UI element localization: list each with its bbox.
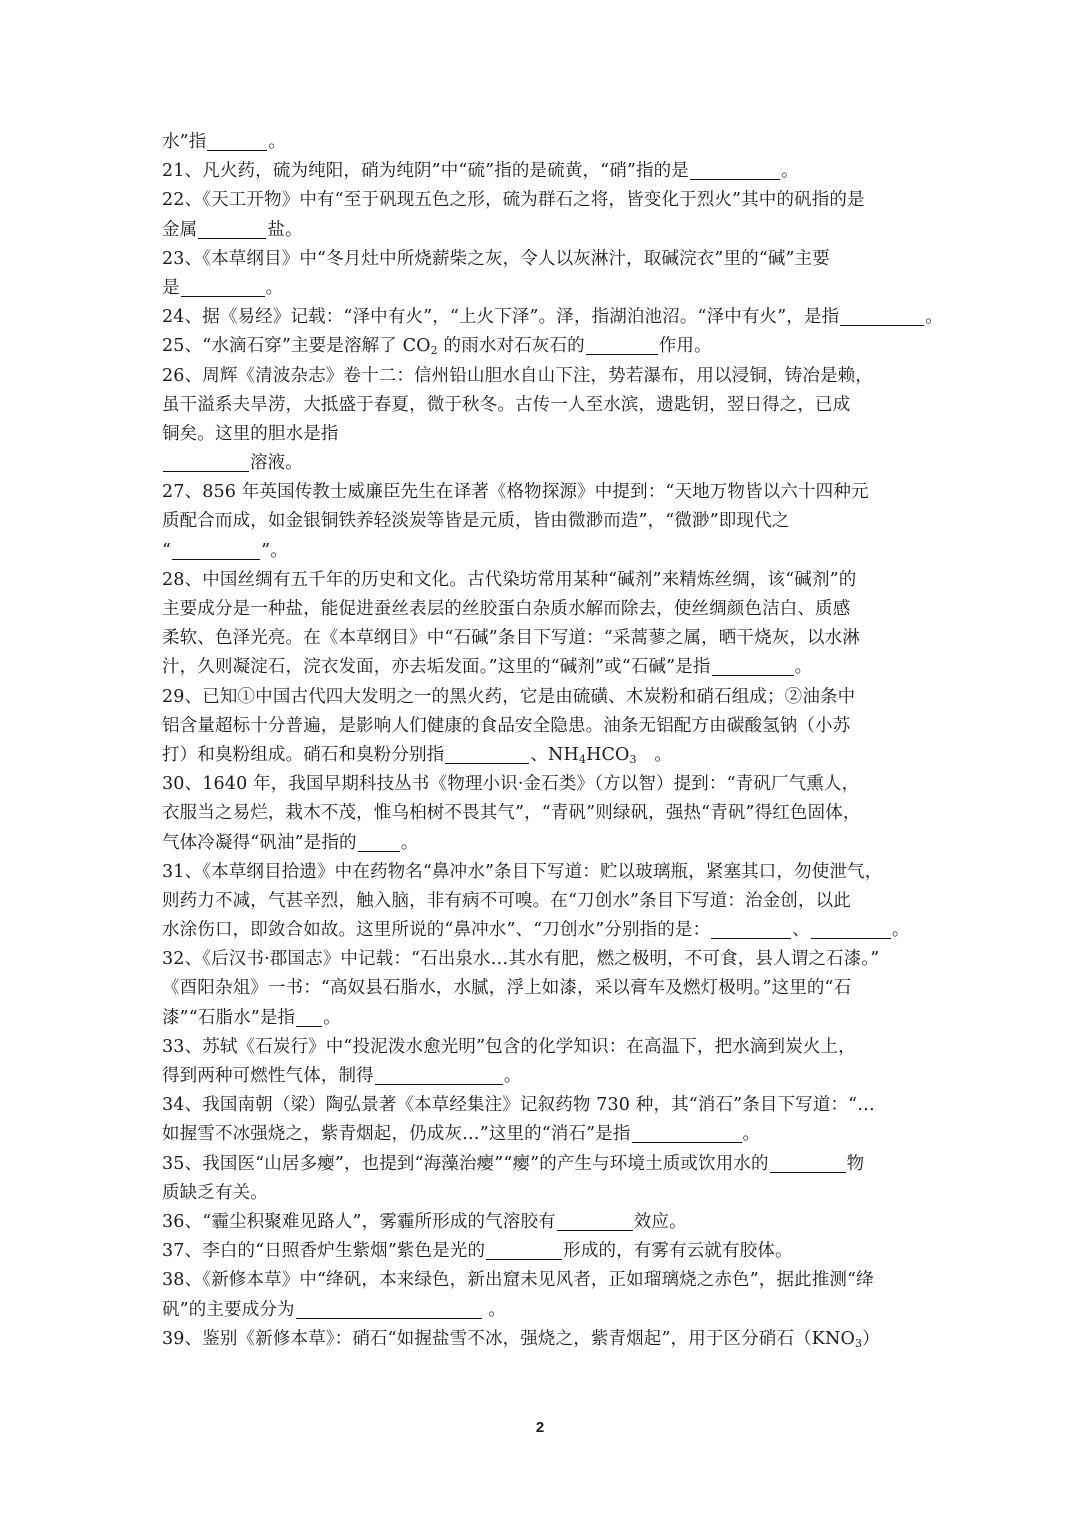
answer-blank <box>840 307 924 326</box>
text-segment: 形成的，有雾有云就有胶体。 <box>563 1241 793 1262</box>
text-line <box>162 974 914 1003</box>
subscript: 3 <box>629 752 637 766</box>
text-line <box>162 1033 914 1062</box>
answer-blank <box>770 1154 846 1173</box>
answer-blank <box>712 657 794 676</box>
text-line <box>162 1150 914 1179</box>
text-line <box>162 945 914 974</box>
text-segment: 。 <box>636 744 673 765</box>
subscript: 3 <box>854 1336 863 1350</box>
text-segment: 、NH <box>530 744 579 765</box>
text-segment: 漆”“石脂水”是指 <box>162 1007 296 1028</box>
answer-blank <box>296 1300 482 1319</box>
text-segment: 30、1640 年，我国早期科技丛书《物理小识·金石类》（方以智）提到：“青矾厂气熏人， <box>162 774 860 795</box>
text-segment: 38、《新修本草》中“绛矾，本来绿色，新出窟未见风者，正如瑠璃烧之赤色”，据此推测“绛 <box>162 1270 874 1291</box>
text-segment: “ <box>162 540 172 561</box>
answer-blank <box>557 1212 633 1231</box>
text-segment: 。 <box>482 1299 507 1320</box>
text-segment: 。 <box>323 1007 341 1028</box>
text-line <box>162 216 914 245</box>
text-segment: 。 <box>503 1066 522 1086</box>
text-line <box>162 887 914 916</box>
text-line <box>162 770 914 799</box>
text-segment: 。 <box>891 920 910 941</box>
text-segment: 水”指 <box>162 132 207 152</box>
text-line <box>162 1120 914 1149</box>
text-segment: 质缺乏有关。 <box>162 1182 268 1203</box>
text-segment: 矾”的主要成分为 <box>162 1299 295 1320</box>
text-segment: 。 <box>268 132 287 152</box>
text-segment: 。 <box>265 277 284 298</box>
text-segment: 衣服当之易烂，栽木不茂，惟乌桕树不畏其气”，“青矾”则绿矾，强热“青矾”得红色固体， <box>162 803 861 824</box>
text-line <box>162 858 914 887</box>
page-number: 2 <box>535 1419 545 1436</box>
question-list <box>162 128 943 1354</box>
text-segment: 。 <box>780 161 799 182</box>
text-line <box>162 653 914 682</box>
text-segment: 作用。 <box>658 336 712 357</box>
text-segment: 21、凡火药，硫为纯阳，硝为纯阴”中“硫”指的是硫黄，“硝”指的是 <box>162 161 689 182</box>
answer-blank <box>198 220 266 239</box>
text-segment: 。 <box>925 307 943 328</box>
text-line <box>162 478 914 507</box>
text-line <box>162 332 914 361</box>
answer-blank <box>375 1066 503 1085</box>
text-line <box>162 449 914 478</box>
text-segment: 得到两种可燃性气体，制得 <box>162 1066 374 1086</box>
text-segment: 则药力不减，气甚辛烈，触入脑，非有病不可嗅。在“刀创水”条目下写道：治金创，以此 <box>162 890 851 911</box>
answer-blank <box>632 1124 742 1143</box>
text-segment: 。 <box>794 657 813 678</box>
text-line <box>162 916 914 945</box>
text-segment: 23、《本草纲目》中“冬月灶中所烧薪柴之灰，令人以灰淋汁，取碱浣衣”里的“碱”主要 <box>162 248 830 269</box>
text-segment: 如握雪不冰强烧之，紫青烟起，仍成灰…”这里的“消石”是指 <box>162 1124 631 1145</box>
text-line <box>162 1325 914 1354</box>
text-segment: 盐。 <box>267 219 303 240</box>
subscript: 4 <box>578 752 587 766</box>
text-segment: 的雨水对石灰石的 <box>437 336 585 357</box>
text-segment: 《酉阳杂俎》一书：“高奴县石脂水，水腻，浮上如漆，采以膏车及燃灯极明。”这里的“石 <box>162 978 852 999</box>
text-segment: 水涂伤口，即敛合如故。这里所说的“鼻冲水”、“刀创水”分别指的是： <box>162 920 711 941</box>
answer-blank <box>296 1008 322 1027</box>
answer-blank <box>181 278 265 297</box>
text-segment: 质配合而成，如金银铜铁养轻淡炭等皆是元质，皆由微渺而造”，“微渺”即现代之 <box>162 511 790 532</box>
answer-blank <box>711 920 791 939</box>
text-segment: 37、李白的“日照香炉生紫烟”紫色是光的 <box>162 1241 486 1262</box>
answer-blank <box>163 453 249 472</box>
text-segment: ） <box>862 1328 880 1349</box>
text-segment: 。 <box>742 1124 761 1145</box>
text-line <box>162 507 914 536</box>
text-line <box>162 245 914 274</box>
text-line <box>162 1266 914 1295</box>
text-segment: 效应。 <box>633 1211 687 1232</box>
text-segment: 柔软、色泽光亮。在《本草纲目》中“石碱”条目下写道：“采蒿蓼之属，晒干烧灰，以水淋 <box>162 628 860 649</box>
text-segment: 铝含量超标十分普遍，是影响人们健康的食品安全隐患。油条无铝配方由碳酸氢钠（小苏 <box>162 715 851 736</box>
text-segment: 29、已知①中国古代四大发明之一的黑火药，它是由硫磺、木炭粉和硝石组成；②油条中 <box>162 686 856 707</box>
text-line <box>162 1062 914 1091</box>
text-line <box>162 829 914 858</box>
text-line <box>162 741 914 770</box>
text-line <box>162 1004 914 1033</box>
text-line <box>162 1237 914 1266</box>
text-segment: 、 <box>792 920 810 941</box>
text-segment: 27、856 年英国传教士威廉臣先生在译著《格物探源》中提到：“天地万物皆以六十四种元 <box>162 482 869 503</box>
text-segment: 28、中国丝绸有五千年的历史和文化。古代染坊常用某种“碱剂”来精炼丝绸，该“碱剂”的 <box>162 569 857 590</box>
text-segment: 虽干溢系夫旱涝，大抵盛于春夏，微于秋冬。古传一人至水滨，遗匙钥，翌日得之，已成 <box>162 394 851 415</box>
text-segment: 打）和臭粉组成。硝石和臭粉分别指 <box>162 744 445 765</box>
answer-blank <box>172 541 260 560</box>
text-line <box>162 274 914 303</box>
text-line <box>162 683 914 712</box>
answer-blank <box>586 336 658 355</box>
text-line <box>162 1091 914 1120</box>
text-segment: 32、《后汉书·郡国志》中记载：“石出泉水…其水有肥，燃之极明，不可食，县人谓之石漆。” <box>162 949 880 970</box>
text-line <box>162 624 914 653</box>
text-segment: 汁，久则凝淀石，浣衣发面，亦去垢发面。”这里的“碱剂”或“石碱”是指 <box>162 657 711 678</box>
text-line <box>162 1179 914 1208</box>
text-segment: 33、苏轼《石炭行》中“投泥泼水愈光明”包含的化学知识：在高温下，把水滴到炭火上， <box>162 1036 856 1057</box>
text-segment: 是 <box>162 277 180 298</box>
answer-blank <box>358 833 400 852</box>
text-segment: 。 <box>400 832 419 853</box>
text-segment: 24、据《易经》记载：“泽中有火”，“上火下泽”。泽，指湖泊池沼。“泽中有火”，是指 <box>162 307 840 328</box>
answer-blank <box>445 745 529 764</box>
text-segment: 31、《本草纲目拾遗》中在药物名“鼻冲水”条目下写道：贮以玻璃瓶，紧塞其口，勿使泄气， <box>162 861 883 882</box>
text-segment: 溶液。 <box>250 453 303 474</box>
text-line <box>162 566 914 595</box>
text-segment: 铜矣。这里的胆水是指 <box>162 423 339 444</box>
text-line <box>162 303 943 332</box>
text-segment: ”。 <box>261 540 288 561</box>
text-segment: 22、《天工开物》中有“至于矾现五色之形，硫为群石之将，皆变化于烈火”其中的矾指的是 <box>162 190 865 211</box>
text-segment: 金属 <box>162 219 198 240</box>
answer-blank <box>690 161 780 180</box>
answer-blank <box>207 132 267 151</box>
text-line <box>162 712 914 741</box>
text-line <box>162 595 914 624</box>
text-line <box>162 1296 914 1325</box>
text-segment: 26、周辉《清波杂志》卷十二：信州铅山胆水自山下注，势若瀑布，用以浸铜，铸冶是赖， <box>162 365 873 386</box>
text-line <box>162 186 914 215</box>
text-line <box>162 799 914 828</box>
text-line <box>162 537 914 566</box>
text-segment: 主要成分是一种盐，能促进蚕丝表层的丝胶蛋白杂质水解而除去，使丝绸颜色洁白、质感 <box>162 599 851 619</box>
text-line <box>162 1208 914 1237</box>
answer-blank <box>486 1241 562 1260</box>
text-line <box>162 362 914 391</box>
text-segment: 25、“水滴石穿”主要是溶解了 CO <box>162 336 431 357</box>
text-segment: 34、我国南朝（梁）陶弘景著《本草经集注》记叙药物 730 种，其“消石”条目下写道：“… <box>162 1095 875 1116</box>
text-line <box>162 128 914 157</box>
text-segment: 气体冷凝得“矾油”是指的 <box>162 832 357 853</box>
answer-blank <box>811 920 891 939</box>
text-line <box>162 420 914 449</box>
text-segment: 39、鉴别《新修本草》：硝石“如握盐雪不冰，强烧之，紫青烟起”，用于区分硝石（KNO <box>162 1328 855 1349</box>
text-segment: 物 <box>846 1153 865 1174</box>
text-segment: 36、“霾尘积聚难见路人”，雾霾所形成的气溶胶有 <box>162 1211 556 1232</box>
text-segment: HCO <box>586 744 630 765</box>
text-segment: 35、我国医“山居多瘿”，也提到“海藻治瘿”“瘿”的产生与环境土质或饮用水的 <box>162 1153 769 1174</box>
text-line <box>162 391 914 420</box>
subscript: 2 <box>430 344 438 358</box>
text-line <box>162 157 914 186</box>
